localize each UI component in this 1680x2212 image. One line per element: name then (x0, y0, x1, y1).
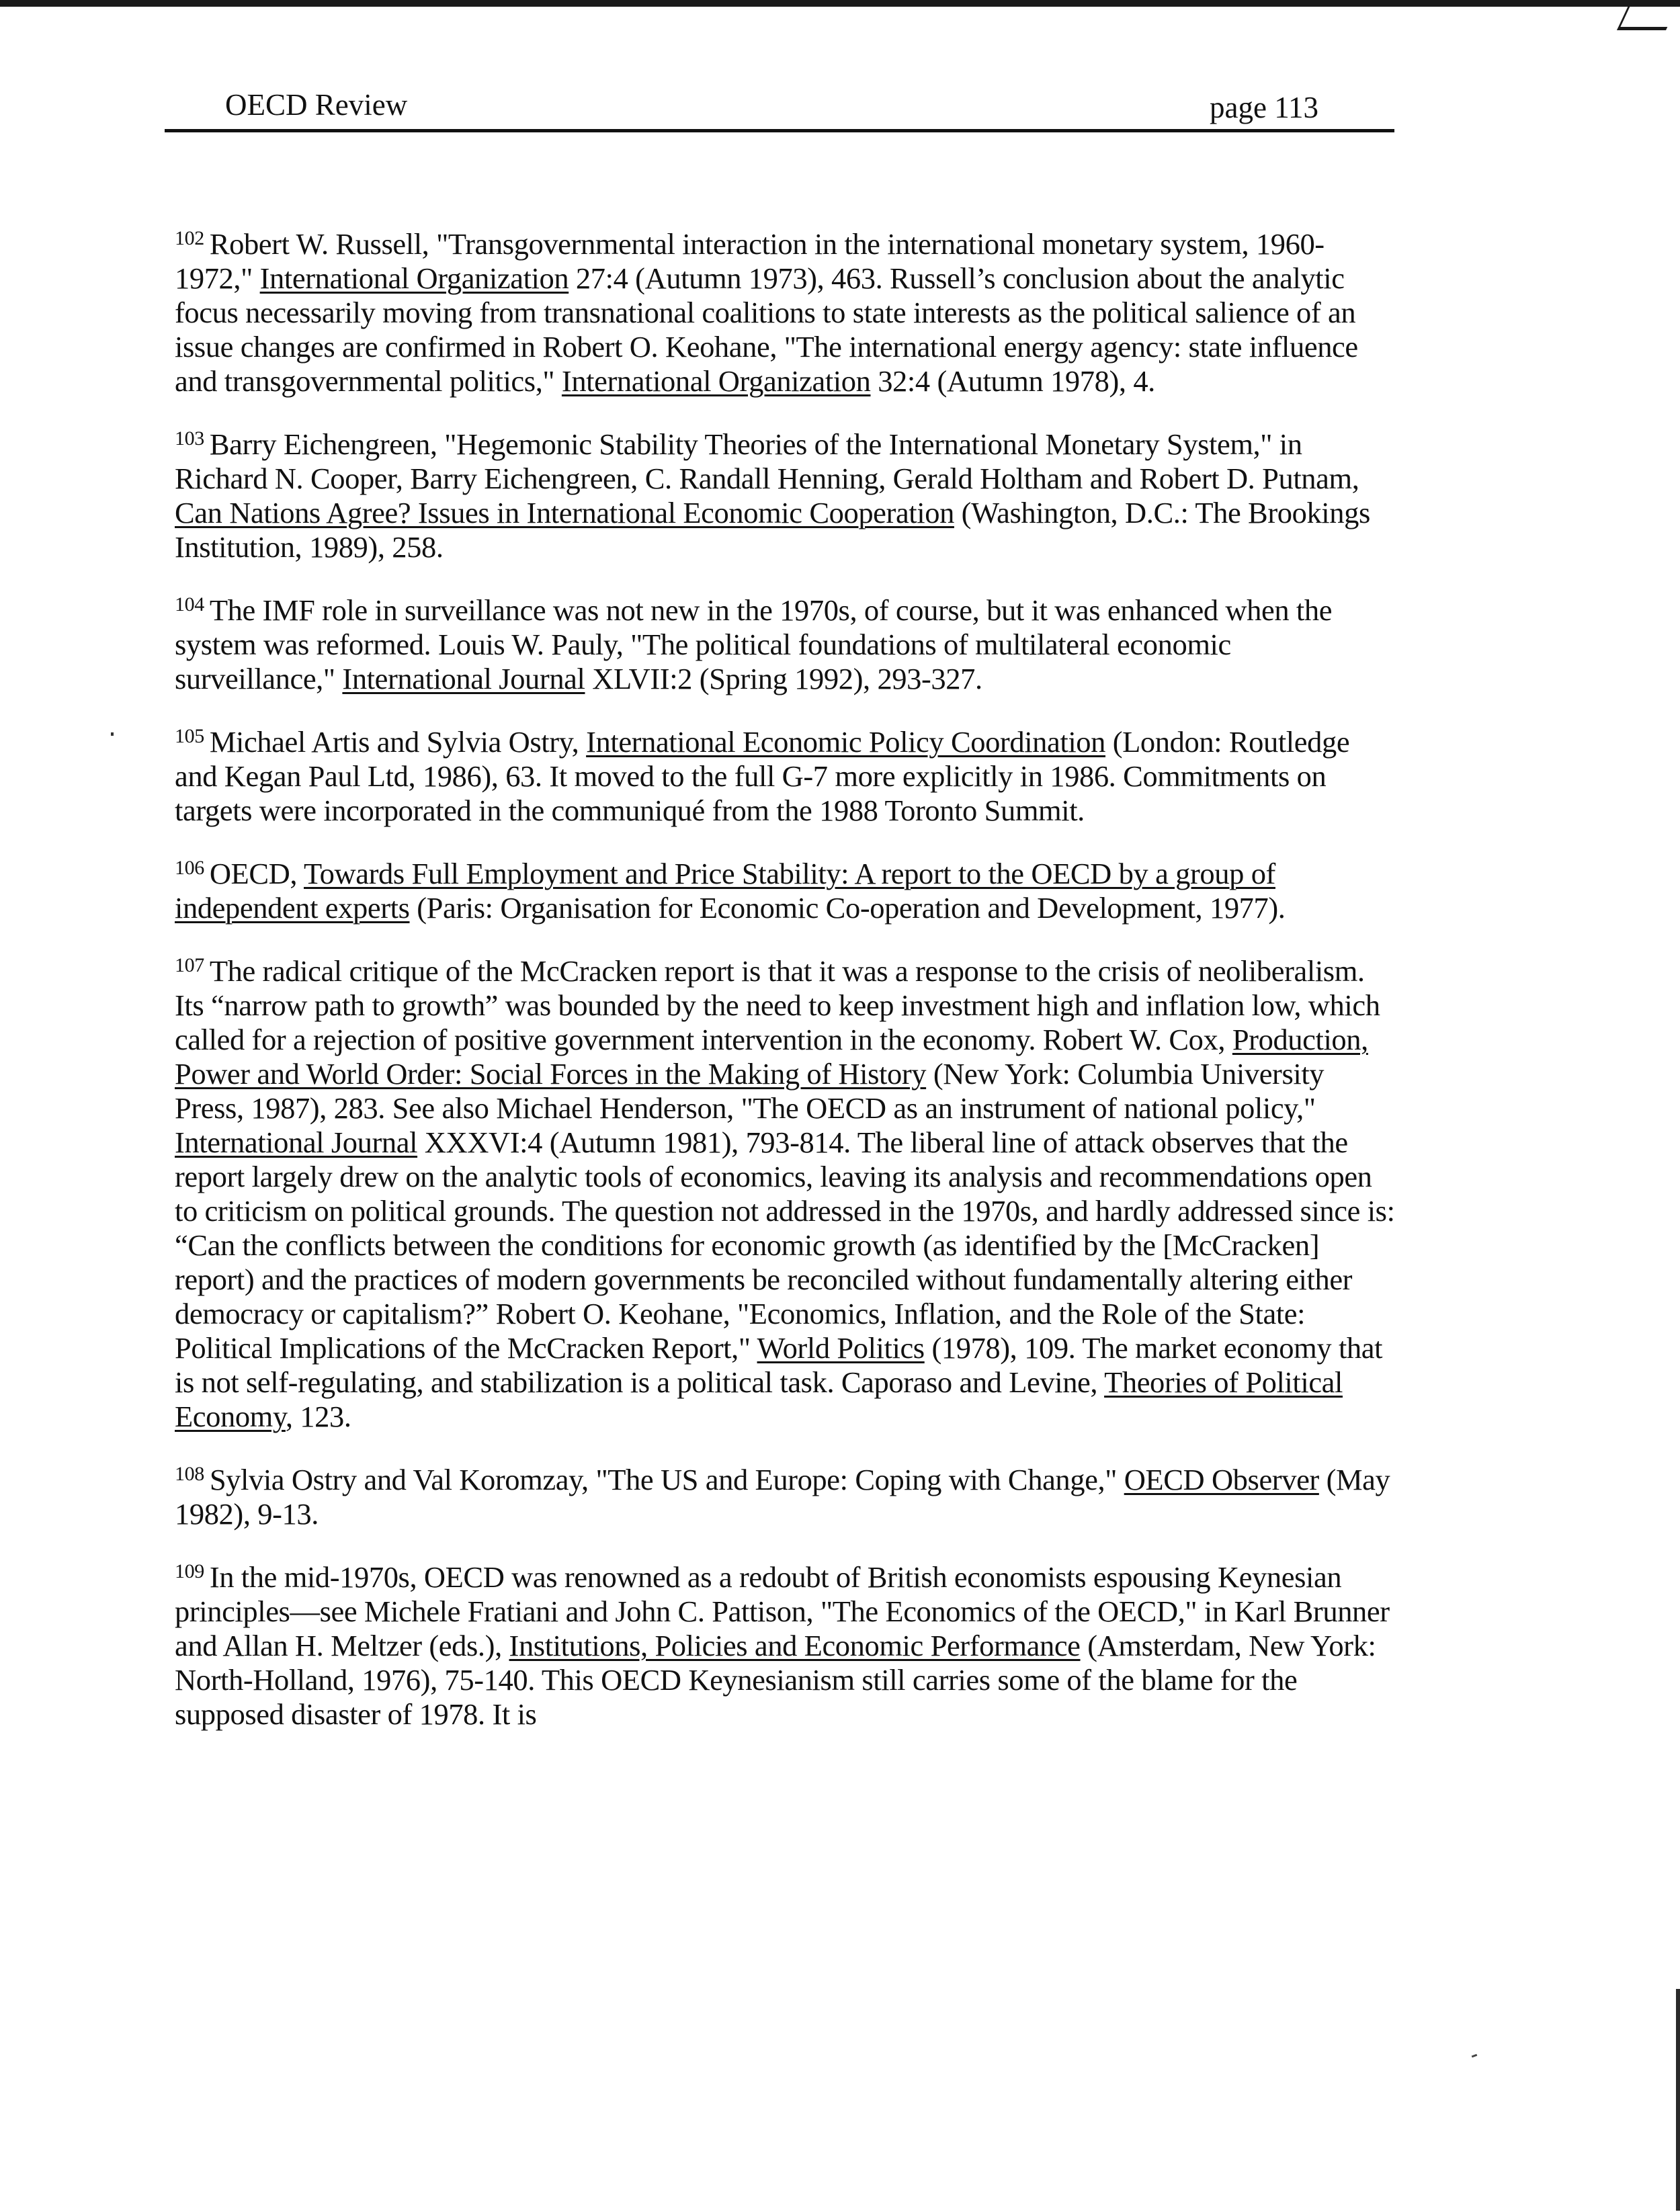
footnote-text: (Paris: Organisation for Economic Co-operation and Development, 1977). (409, 891, 1286, 925)
footnote-102 (175, 227, 1398, 398)
scan-speck (1472, 2054, 1478, 2058)
footnote-number: 109 (175, 1560, 204, 1582)
footnote-text: In the mid-1970s, OECD was renowned as a redoubt of British economists espousing Keynesian principles—see Michele Fratiani and John C. Pattison, "The Economics of the OECD," in Karl Brunner and Allan H. Meltzer (eds.), (175, 1560, 1390, 1662)
journal-title: OECD Review (225, 88, 408, 122)
footnote-text: Robert W. Russell, "Transgovernmental interaction in the international monetary system, 1960-1972," (175, 227, 1325, 295)
footnote-text: Barry Eichengreen, "Hegemonic Stability Theories of the International Monetary System," in Richard N. Cooper, Barry Eichengreen, C. Randall Henning, Gerald Holtham and Robert D. Putnam, (175, 427, 1359, 495)
cited-title: International Organization (561, 364, 871, 398)
footnote-text: , 123. (285, 1400, 351, 1433)
footnote-108 (175, 1463, 1398, 1531)
cited-title: Theories of Political Economy (175, 1365, 1343, 1433)
footnote-text: Sylvia Ostry and Val Koromzay, "The US and Europe: Coping with Change," (209, 1463, 1124, 1496)
scan-speck (111, 732, 114, 736)
footnote-number: 108 (175, 1463, 204, 1485)
cited-title: International Economic Policy Coordination (586, 725, 1105, 759)
footnote-103 (175, 427, 1398, 564)
cited-title: Can Nations Agree? Issues in International Economic Cooperation (175, 496, 954, 529)
footnote-106 (175, 857, 1398, 925)
footnote-number: 102 (175, 227, 204, 249)
footnote-text: Michael Artis and Sylvia Ostry, (209, 725, 587, 759)
footnote-number: 106 (175, 857, 204, 879)
footnote-109 (175, 1560, 1398, 1732)
footnote-text: (Amsterdam, New York: North-Holland, 1976), 75-140. This OECD Keynesianism still carries some of the blame for the supposed disaster of 1978. It is (175, 1629, 1376, 1731)
footnote-number: 107 (175, 954, 204, 976)
cited-title: Towards Full Employment and Price Stability: A report to the OECD by a group of independent experts (175, 857, 1275, 925)
cited-title: World Politics (757, 1331, 925, 1365)
footnote-number: 103 (175, 427, 204, 450)
cited-title: International Journal (342, 662, 585, 695)
footnote-107 (175, 954, 1398, 1434)
footnote-text: XXXVI:4 (Autumn 1981), 793-814. The liberal line of attack observes that the report largely drew on the analytic tools of economics, leaving its analysis and recommendations open to criticism on political grounds. The question not addressed in the 1970s, and hardly addressed since is: “Can the conflicts between the conditions for economic growth (as identified by the [McCracken] report) and the practices of modern governments be reconciled without fundamentally altering either democracy or capitalism?” Robert O. Keohane, "Economics, Inflation, and the Role of the State: Political Implications of the McCracken Report," (175, 1125, 1395, 1365)
footnote-text: (May 1982), 9-13. (175, 1463, 1390, 1531)
scan-right-edge (1676, 1989, 1680, 2211)
footnote-text: (London: Routledge and Kegan Paul Ltd, 1986), 63. It moved to the full G-7 more explicitly in 1986. Commitments on targets were incorporated in the communiqué from the 1988 Toronto Summit. (175, 725, 1350, 827)
cited-title: Institutions, Policies and Economic Performance (509, 1629, 1081, 1662)
footnote-number: 105 (175, 725, 204, 747)
cited-title: International Organization (259, 261, 569, 295)
running-header (165, 79, 1394, 132)
footnote-text: XLVII:2 (Spring 1992), 293-327. (585, 662, 982, 695)
scan-top-edge (0, 0, 1680, 7)
footnote-text: The IMF role in surveillance was not new in the 1970s, of course, but it was enhanced when the system was reformed. Louis W. Pauly, "The political foundations of multilateral economic surveillance," (175, 593, 1333, 695)
cited-title: International Journal (175, 1125, 418, 1159)
footnote-number: 104 (175, 593, 204, 615)
footnote-text: 27:4 (Autumn 1973), 463. Russell’s conclusion about the analytic focus necessarily moving from transnational coalitions to state interests as the political salience of an issue changes are confirmed in Robert O. Keohane, "The international energy agency: state influence and transgovernmental politics," (175, 261, 1358, 398)
footnote-text: (1978), 109. The market economy that is not self-regulating, and stabilization is a political task. Caporaso and Levine, (175, 1331, 1383, 1399)
footnote-104 (175, 593, 1398, 696)
page-number: page 113 (1210, 91, 1319, 124)
footnote-text: 32:4 (Autumn 1978), 4. (870, 364, 1155, 398)
footnotes-list (175, 227, 1398, 1760)
cited-title: Production, Power and World Order: Social Forces in the Making of History (175, 1023, 1368, 1091)
footnote-text: (Washington, D.C.: The Brookings Institution, 1989), 258. (175, 496, 1370, 564)
footnote-text: The radical critique of the McCracken report is that it was a response to the crisis of neoliberalism. Its “narrow path to growth” was bounded by the need to keep investment high and inflation low, which called for a rejection of positive government intervention in the economy. Robert W. Cox, (175, 954, 1380, 1056)
footnote-105 (175, 725, 1398, 828)
cited-title: OECD Observer (1124, 1463, 1319, 1496)
footnote-text: OECD, (209, 857, 304, 890)
footnote-text: (New York: Columbia University Press, 1987), 283. See also Michael Henderson, "The OECD as an instrument of national policy," (175, 1057, 1325, 1125)
